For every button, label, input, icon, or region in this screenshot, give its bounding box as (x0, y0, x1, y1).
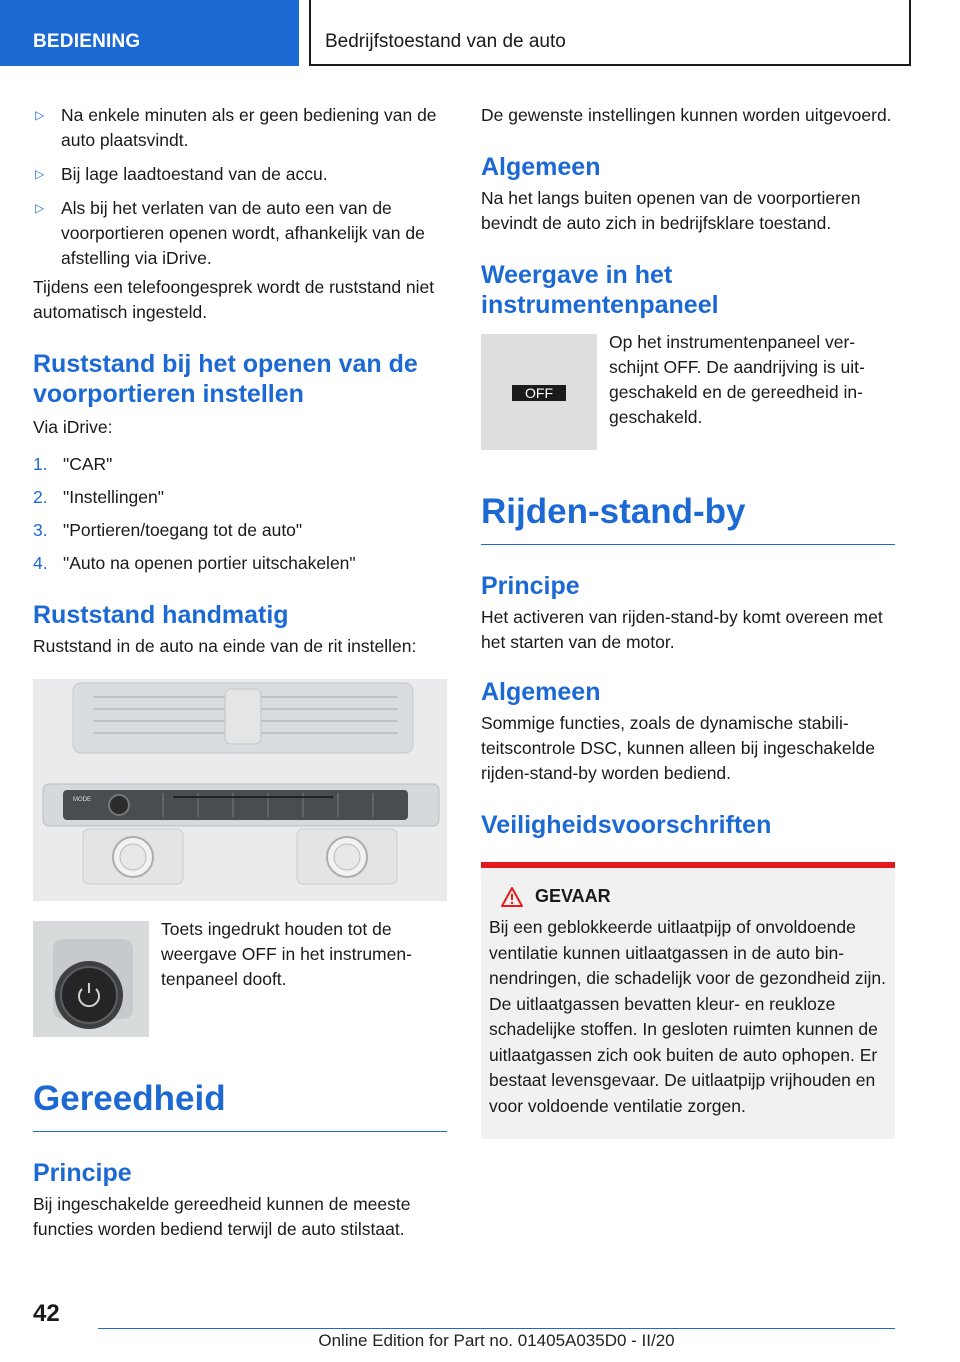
page-number: 42 (33, 1300, 60, 1327)
off-label: OFF (525, 385, 553, 401)
step-number: 4. (33, 553, 48, 573)
step-number: 3. (33, 520, 48, 540)
list-item (33, 196, 447, 271)
off-display-image (481, 334, 597, 450)
general2-text: Sommige functies, zoals de dynamische stabiliteitscontrole DSC, kunnen alleen bij ingeschakelde rijden-stand-by worden bediend. (481, 713, 875, 783)
section-tab: BEDIENING (0, 0, 299, 66)
step-text: "Auto na openen portier uitschakelen" (63, 553, 356, 573)
off-display-illustration (481, 334, 597, 450)
heading-general-2: Algemeen (481, 678, 601, 706)
bullet-text: Bij lage laadtoestand van de accu. (61, 164, 328, 184)
triangle-bullet-icon: ▷ (35, 108, 45, 122)
danger-box (481, 862, 895, 1139)
heading-safety: Veiligheidsvoorschriften (481, 811, 772, 839)
heading-general: Algemeen (481, 153, 601, 181)
power-button-image (33, 921, 149, 1037)
footer-divider (98, 1328, 895, 1329)
manual-text: Ruststand in de auto na einde van de rit instellen: (33, 636, 417, 656)
phone-note: Tijdens een telefoongesprek wordt de ruststand niet automatisch ingesteld. (33, 277, 435, 322)
console-image (33, 679, 447, 901)
list-item (33, 485, 447, 510)
general-text: Na het langs buiten openen van de voorportieren bevindt de auto zich in bedrijfsklare toestand. (481, 188, 861, 233)
list-item (33, 162, 447, 187)
list-item (33, 551, 447, 576)
button-caption: Toets ingedrukt houden tot de weergave OFF in het instrumentenpaneel dooft. (161, 919, 412, 989)
power-button-illustration (33, 921, 149, 1037)
step-text: "Instellingen" (63, 487, 164, 507)
danger-text: Bij een geblokkeerde uitlaatpijp of onvoldoende ventilatie kunnen uitlaatgassen in de auto binnendringen, die schadelijk voor de gezondheid zijn. De uitlaatgassen bevatten kleur- en reukloze schadelijke stoffen. In gesloten ruimten kunnen de uitlaatgassen zich ook buiten de auto ophopen. Er bestaat levensgevaar. De uitlaatpijp vrijhouden en voor voldoende ventilatie zorgen. (489, 917, 886, 1116)
intro-text: De gewenste instellingen kunnen worden uitgevoerd. (481, 105, 892, 125)
heading-display: Weergave in het instrumentenpaneel (481, 261, 719, 319)
bullet-text: Na enkele minuten als er geen bediening van de auto plaatsvindt. (61, 105, 437, 150)
via-idrive: Via iDrive: (33, 417, 113, 437)
triangle-bullet-icon: ▷ (35, 167, 45, 181)
list-item (33, 518, 447, 543)
heading-standby: Rijden-stand-by (481, 490, 895, 545)
heading-principle: Principe (33, 1159, 132, 1187)
principle-text: Bij ingeschakelde gereedheid kunnen de meeste functies worden bediend terwijl de auto stilstaat. (33, 1194, 411, 1239)
display-figure-row (481, 334, 895, 450)
button-figure-row (33, 921, 447, 1037)
danger-label: GEVAAR (535, 886, 611, 906)
step-text: "Portieren/toegang tot de auto" (63, 520, 303, 540)
edition-note: Online Edition for Part no. 01405A035D0 - II/20 (318, 1331, 675, 1350)
heading-doors: Ruststand bij het openen van de voorportieren instellen (33, 350, 418, 408)
list-item (33, 452, 447, 477)
danger-title (501, 886, 887, 907)
triangle-bullet-icon: ▷ (35, 201, 45, 215)
step-text: "CAR" (63, 454, 113, 474)
principle2-text: Het activeren van rijden-stand-by komt overeen met het starten van de motor. (481, 607, 883, 652)
heading-ready: Gereedheid (33, 1077, 447, 1132)
warning-triangle-icon (501, 887, 523, 907)
center-console-illustration (33, 679, 447, 901)
heading-principle-2: Principe (481, 572, 580, 600)
bullet-text: Als bij het verlaten van de auto een van de voorportieren openen wordt, afhankelijk van de afstelling via iDrive. (61, 198, 425, 268)
left-column (33, 103, 447, 1242)
step-number: 2. (33, 487, 48, 507)
display-caption: Op het instrumentenpaneel verschijnt OFF. De aandrijving is uitgeschakeld en de gereedheid ingeschakeld. (609, 332, 865, 427)
step-number: 1. (33, 454, 48, 474)
right-column (481, 103, 895, 1139)
heading-manual: Ruststand handmatig (33, 601, 289, 629)
list-item (33, 103, 447, 153)
mode-label: MODE (73, 797, 91, 803)
page-title: Bedrijfstoestand van de auto (309, 0, 911, 66)
